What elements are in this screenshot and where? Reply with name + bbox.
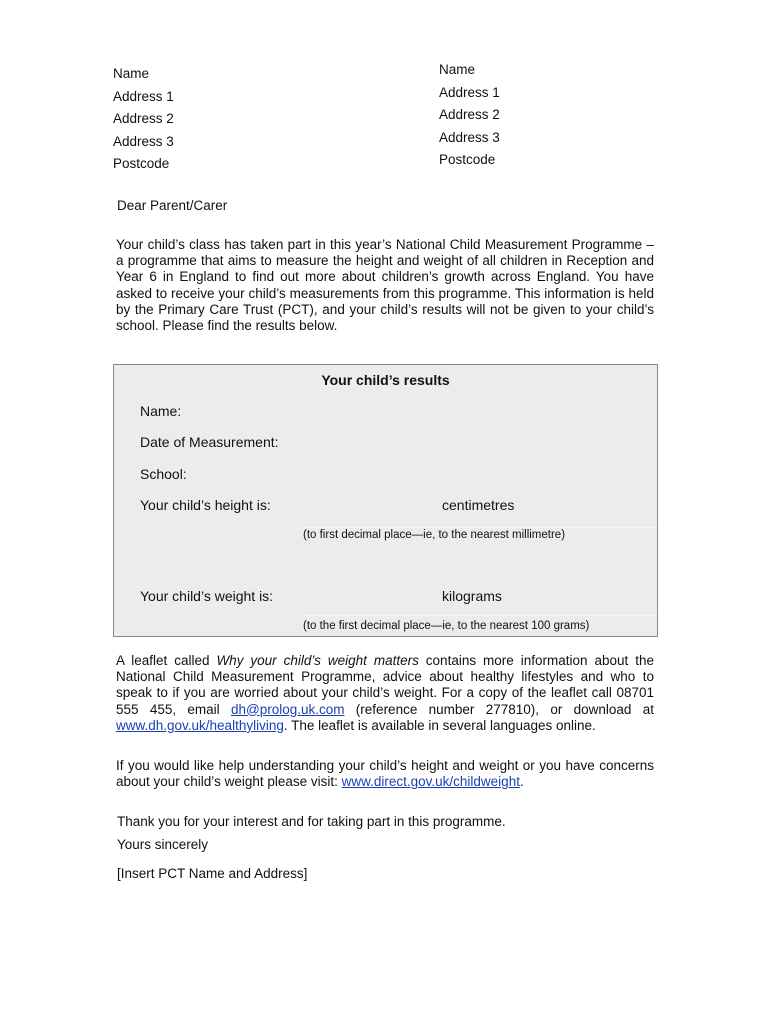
recipient-name: Name [439,62,476,77]
height-label: Your child’s height is: [140,497,271,513]
salutation: Dear Parent/Carer [117,198,228,213]
thanks-line: Thank you for your interest and for taking part in this programme. [117,814,506,829]
recipient-postcode: Postcode [439,152,496,168]
help-text-end: . [519,774,524,790]
help-text: If you would like help understanding your child’s height and weight or you have concerns about your child’s weight please visit: [116,758,654,790]
healthyliving-link[interactable]: www.dh.gov.uk/healthyliving [116,717,284,733]
sender-address-line-3: Address 3 [113,133,174,149]
weight-divider [300,615,657,616]
measurement-date-label: Date of Measurement: [140,434,279,450]
recipient-address-line-1: Address 1 [439,84,500,100]
childweight-link[interactable]: www.direct.gov.uk/childweight [341,774,520,790]
sender-address-line-2: Address 2 [113,111,174,127]
results-box [113,364,658,637]
recipient-address-line-3: Address 3 [439,129,500,145]
closing-line: Yours sincerely [117,837,209,852]
recipient-address-block [439,59,500,172]
sender-address-block [113,63,174,176]
school-label: School: [140,466,187,482]
weight-note: (to the first decimal place—ie, to the nearest 100 grams) [303,620,590,632]
child-name-label: Name: [140,403,182,419]
sender-postcode: Postcode [113,156,170,172]
height-note: (to first decimal place—ie, to the nearest millimetre) [303,529,566,541]
leaflet-text-4: . The leaflet is available in several languages online. [283,717,596,733]
weight-unit: kilograms [442,588,502,604]
sender-address-line-1: Address 1 [113,88,174,104]
height-divider [300,527,657,528]
leaflet-paragraph [116,653,654,734]
signature-placeholder: [Insert PCT Name and Address] [117,866,308,881]
recipient-address-line-2: Address 2 [439,107,500,123]
intro-paragraph: Your child’s class has taken part in this year’s National Child Measurement Programme – a programme that aims to measure the height and weight of all children in Reception and Year 6 in England to find out more about children’s growth across England. You have asked to receive your child’s measurements from this programme. This information is held by the Primary Care Trust (PCT), and your child’s results will not be given to your child’s school. Please find the results below. [116,237,654,334]
leaflet-title: Why your child’s weight matters [216,653,419,668]
help-paragraph [116,758,654,790]
leaflet-text-2: contains more information about the National Child Measurement Programme, advice about healthy lifestyles and who to speak to if you are worried about your child’s weight. For a copy of the leaflet call 08701 555 455, email [116,653,655,717]
results-title: Your child’s results [321,372,450,388]
leaflet-text-3: (reference number 277810), or download at [344,701,654,717]
sender-name: Name [113,66,150,81]
weight-label: Your child’s weight is: [140,588,274,604]
leaflet-text-1: A leaflet called [116,653,217,668]
email-link[interactable]: dh@prolog.uk.com [230,701,345,717]
height-unit: centimetres [442,497,515,513]
